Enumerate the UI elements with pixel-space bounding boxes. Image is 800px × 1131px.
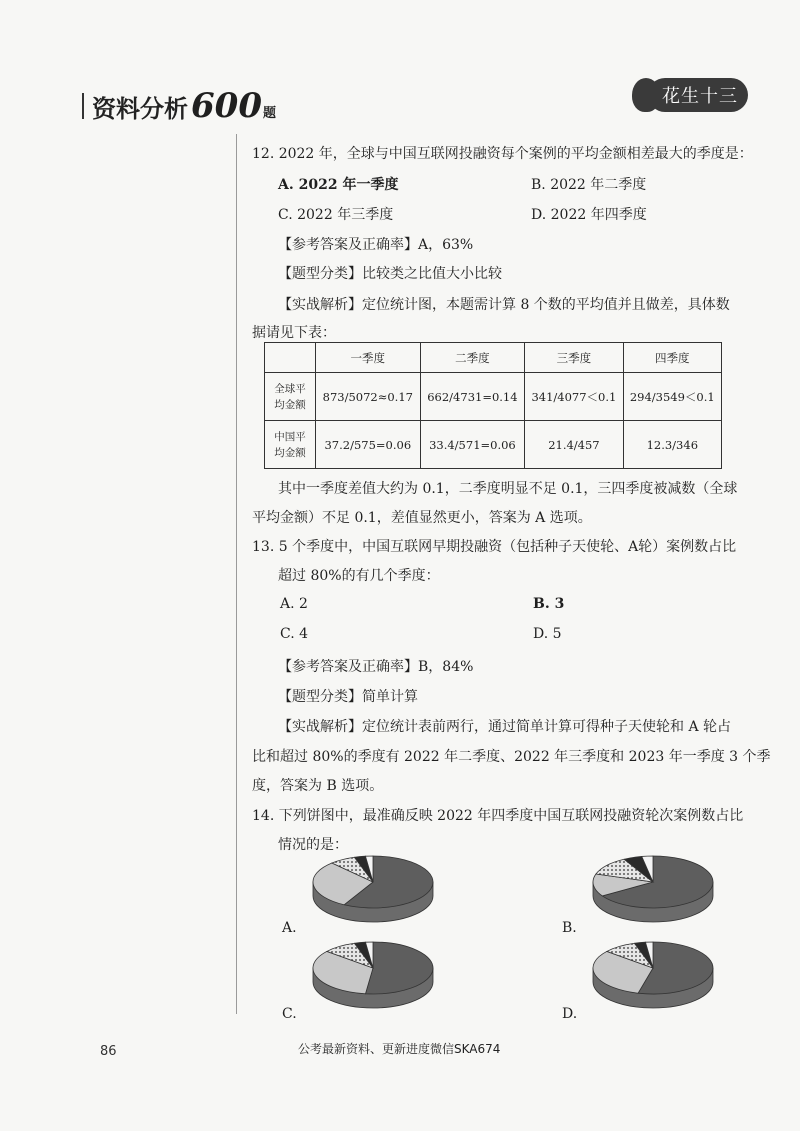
table-header-cell: 三季度 — [525, 343, 623, 373]
margin-rule — [236, 134, 237, 1014]
table-cell: 294/3549＜0.1 — [623, 373, 721, 421]
table-row — [265, 373, 722, 421]
table-cell: 341/4077＜0.1 — [525, 373, 623, 421]
q12-analysis-line1: 【实战解析】定位统计图，本题需计算 8 个数的平均值并且做差，具体数 — [278, 297, 730, 313]
header-logo — [632, 78, 748, 112]
q13-type: 【题型分类】简单计算 — [278, 689, 418, 705]
q13-stem-line1: 13. 5 个季度中，中国互联网早期投融资（包括种子天使轮、A轮）案例数占比 — [252, 539, 737, 555]
page-number: 86 — [100, 1044, 117, 1059]
table-header-cell — [265, 343, 316, 373]
table-cell: 37.2/575=0.06 — [316, 421, 421, 469]
pie-chart-a — [310, 852, 450, 932]
q12-conclusion-line2: 平均金额）不足 0.1，差值显然更小，答案为 A 选项。 — [252, 510, 592, 526]
table-cell: 33.4/571=0.06 — [420, 421, 525, 469]
q12-option-a: A. 2022 年一季度 — [278, 177, 399, 193]
header-suffix: 题 — [262, 106, 276, 121]
header-number: 600 — [191, 86, 262, 126]
q14-stem-line1: 14. 下列饼图中，最准确反映 2022 年四季度中国互联网投融资轮次案例数占比 — [252, 808, 744, 824]
row-label-line: 中国平 — [274, 430, 306, 443]
pie-chart-b — [590, 852, 730, 932]
q14-option-a: A. — [282, 920, 297, 936]
q12-answer: 【参考答案及正确率】A，63% — [278, 237, 474, 253]
table-cell: 21.4/457 — [525, 421, 623, 469]
q12-analysis-line2: 据请见下表： — [252, 325, 336, 341]
logo-text: 花生十三 — [648, 78, 748, 112]
q13-option-b: B. 3 — [533, 596, 565, 612]
q13-option-c: C. 4 — [280, 626, 309, 642]
q14-option-d: D. — [562, 1006, 578, 1022]
q14-option-b: B. — [562, 920, 577, 936]
q13-answer: 【参考答案及正确率】B，84% — [278, 659, 474, 675]
table-cell: 12.3/346 — [623, 421, 721, 469]
header-bar — [82, 93, 84, 119]
q13-option-d: D. 5 — [533, 626, 562, 642]
solution-table — [264, 342, 722, 469]
q12-option-d: D. 2022 年四季度 — [531, 207, 647, 223]
q12-type: 【题型分类】比较类之比值大小比较 — [278, 266, 502, 282]
q12-option-b: B. 2022 年二季度 — [531, 177, 647, 193]
q13-option-a: A. 2 — [280, 596, 308, 612]
row-label-line: 均金额 — [274, 398, 306, 411]
table-header-cell: 四季度 — [623, 343, 721, 373]
row-label-line: 全球平 — [274, 382, 306, 395]
q13-stem-line2: 超过 80%的有几个季度： — [278, 568, 440, 584]
q12-option-c: C. 2022 年三季度 — [278, 207, 394, 223]
row-label-line: 均金额 — [274, 446, 306, 459]
pie-chart-c — [310, 938, 450, 1018]
header-title: 资料分析 — [92, 95, 188, 123]
footer-notice: 公考最新资料、更新进度微信SKA674 — [298, 1042, 501, 1056]
pie-chart-d — [590, 938, 730, 1018]
q13-analysis-line3: 度，答案为 B 选项。 — [252, 778, 384, 794]
table-header-cell: 二季度 — [420, 343, 525, 373]
table-header-cell: 一季度 — [316, 343, 421, 373]
header-book-title — [82, 86, 276, 126]
q12-conclusion-line1: 其中一季度差值大约为 0.1，二季度明显不足 0.1，三四季度被减数（全球 — [278, 481, 738, 497]
table-cell: 662/4731=0.14 — [420, 373, 525, 421]
table-cell: 873/5072≈0.17 — [316, 373, 421, 421]
q14-option-c: C. — [282, 1006, 297, 1022]
row-label — [265, 421, 316, 469]
row-label — [265, 373, 316, 421]
q13-analysis-line2: 比和超过 80%的季度有 2022 年二季度、2022 年三季度和 2023 年一季度 3 个季 — [252, 749, 771, 765]
table-row — [265, 421, 722, 469]
table-header-row — [265, 343, 722, 373]
q13-analysis-line1: 【实战解析】定位统计表前两行，通过简单计算可得种子天使轮和 A 轮占 — [278, 719, 732, 735]
q14-stem-line2: 情况的是： — [278, 837, 348, 853]
q12-stem: 12. 2022 年，全球与中国互联网投融资每个案例的平均金额相差最大的季度是： — [252, 146, 753, 162]
